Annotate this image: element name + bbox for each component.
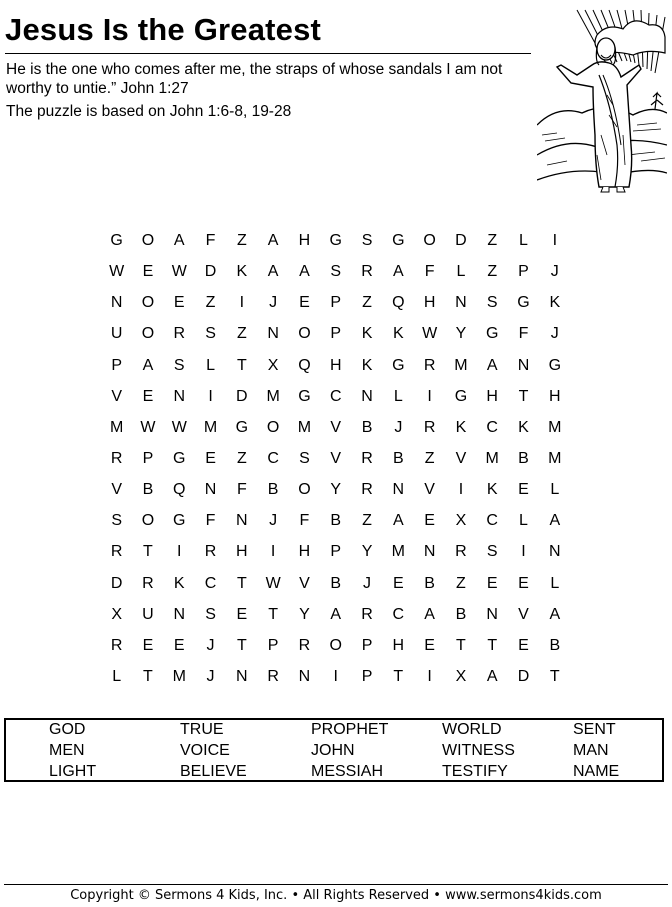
word-bank-item: VOICE: [180, 742, 230, 759]
grid-letter[interactable]: L: [550, 574, 560, 592]
grid-letter[interactable]: N: [173, 387, 186, 405]
grid-letter[interactable]: N: [455, 294, 467, 312]
grid-letter[interactable]: Q: [298, 356, 311, 374]
word-bank-item: PROPHET: [311, 721, 389, 738]
grid-letter[interactable]: R: [204, 543, 217, 561]
grid-letter[interactable]: R: [423, 418, 436, 436]
grid-letter[interactable]: M: [485, 449, 499, 467]
grid-letter[interactable]: G: [517, 294, 530, 312]
grid-letter[interactable]: E: [236, 605, 248, 623]
grid-letter[interactable]: S: [486, 543, 498, 561]
grid-letter[interactable]: V: [330, 449, 342, 467]
grid-letter[interactable]: R: [361, 263, 373, 281]
jesus-illustration: [537, 5, 667, 193]
grid-letter[interactable]: K: [236, 263, 248, 281]
grid-letter[interactable]: W: [171, 263, 187, 281]
grid-letter[interactable]: A: [549, 605, 561, 623]
grid-letter[interactable]: R: [110, 449, 123, 467]
grid-letter[interactable]: J: [269, 294, 278, 312]
grid-letter[interactable]: T: [456, 636, 466, 654]
grid-letter[interactable]: N: [423, 543, 436, 561]
grid-letter[interactable]: N: [236, 512, 248, 530]
grid-letter[interactable]: I: [239, 294, 245, 312]
grid-letter[interactable]: R: [110, 543, 123, 561]
grid-letter[interactable]: M: [266, 387, 280, 405]
grid-letter[interactable]: E: [392, 574, 404, 592]
grid-letter[interactable]: S: [330, 263, 342, 281]
grid-letter[interactable]: I: [427, 387, 432, 405]
grid-letter[interactable]: E: [518, 636, 529, 654]
grid-letter[interactable]: P: [111, 356, 122, 374]
grid-letter[interactable]: L: [112, 667, 122, 685]
word-bank-item: BELIEVE: [180, 763, 247, 780]
grid-letter[interactable]: I: [333, 667, 338, 685]
grid-letter[interactable]: K: [173, 574, 185, 592]
grid-letter[interactable]: R: [173, 325, 186, 343]
grid-letter[interactable]: N: [392, 481, 405, 499]
grid-letter[interactable]: G: [392, 232, 405, 249]
grid-letter[interactable]: B: [361, 418, 373, 436]
grid-letter[interactable]: B: [330, 574, 342, 592]
grid-letter[interactable]: F: [205, 512, 216, 530]
grid-letter[interactable]: L: [519, 512, 528, 530]
grid-letter[interactable]: A: [142, 356, 154, 374]
grid-letter[interactable]: S: [299, 449, 310, 467]
grid-letter[interactable]: W: [422, 325, 438, 343]
grid-letter[interactable]: E: [486, 574, 498, 592]
grid-letter[interactable]: T: [236, 356, 247, 374]
grid-letter[interactable]: O: [141, 512, 155, 530]
grid-letter[interactable]: F: [205, 232, 216, 249]
grid-letter[interactable]: K: [518, 418, 529, 436]
grid-letter[interactable]: A: [267, 263, 279, 281]
grid-letter[interactable]: E: [424, 512, 435, 530]
grid-letter[interactable]: Y: [299, 605, 310, 623]
grid-letter[interactable]: K: [549, 294, 561, 312]
grid-letter[interactable]: O: [298, 325, 311, 343]
grid-letter[interactable]: R: [361, 481, 373, 499]
scripture-reference: The puzzle is based on John 1:6-8, 19-28: [6, 103, 292, 120]
grid-letter[interactable]: X: [455, 667, 467, 685]
grid-letter[interactable]: K: [361, 356, 373, 374]
grid-letter[interactable]: R: [361, 605, 373, 623]
grid-letter[interactable]: Z: [205, 294, 216, 312]
grid-letter[interactable]: R: [142, 574, 154, 592]
grid-letter[interactable]: B: [267, 481, 279, 499]
grid-letter[interactable]: H: [423, 294, 436, 312]
grid-letter[interactable]: S: [486, 294, 498, 312]
grid-letter[interactable]: I: [270, 543, 276, 561]
grid-letter[interactable]: Q: [173, 481, 186, 499]
grid-letter[interactable]: J: [269, 512, 278, 530]
grid-letter[interactable]: Z: [362, 512, 372, 530]
grid-letter[interactable]: M: [548, 418, 562, 436]
grid-letter[interactable]: P: [330, 325, 342, 343]
grid-letter[interactable]: A: [330, 605, 342, 623]
grid-letter[interactable]: F: [299, 512, 310, 530]
grid-letter[interactable]: P: [142, 449, 154, 467]
grid-letter[interactable]: R: [455, 543, 467, 561]
grid-letter[interactable]: Z: [236, 325, 247, 343]
grid-letter[interactable]: V: [424, 481, 435, 499]
grid-letter[interactable]: Y: [361, 543, 373, 561]
grid-letter[interactable]: J: [206, 667, 215, 685]
grid-letter[interactable]: C: [204, 574, 217, 592]
grid-letter[interactable]: P: [330, 294, 342, 312]
grid-letter[interactable]: L: [393, 387, 403, 405]
grid-letter[interactable]: P: [267, 636, 279, 654]
word-bank-item: MAN: [573, 742, 609, 759]
grid-letter[interactable]: M: [172, 667, 186, 685]
grid-letter[interactable]: Z: [456, 574, 466, 592]
grid-letter[interactable]: D: [517, 667, 530, 685]
grid-letter[interactable]: B: [455, 605, 467, 623]
grid-letter[interactable]: I: [521, 543, 526, 561]
word-bank: [4, 718, 664, 782]
word-bank-item: NAME: [573, 763, 620, 780]
grid-letter[interactable]: N: [361, 387, 373, 405]
grid-letter[interactable]: L: [206, 356, 215, 374]
grid-letter[interactable]: D: [204, 263, 217, 281]
grid-letter[interactable]: Z: [362, 294, 372, 312]
grid-letter[interactable]: P: [330, 543, 342, 561]
grid-letter[interactable]: G: [329, 232, 342, 249]
grid-letter[interactable]: Z: [487, 232, 498, 249]
grid-letter[interactable]: C: [392, 605, 405, 623]
grid-letter[interactable]: B: [424, 574, 435, 592]
word-bank-item: WITNESS: [442, 742, 515, 759]
grid-letter[interactable]: O: [298, 481, 311, 499]
grid-letter[interactable]: E: [205, 449, 216, 467]
grid-letter[interactable]: A: [173, 232, 185, 249]
grid-letter[interactable]: K: [392, 325, 404, 343]
word-bank-item: GOD: [49, 721, 86, 738]
grid-letter[interactable]: O: [266, 418, 280, 436]
grid-letter[interactable]: W: [171, 418, 187, 436]
grid-letter[interactable]: X: [267, 356, 279, 374]
grid-letter[interactable]: H: [329, 356, 342, 374]
grid-letter[interactable]: N: [267, 325, 279, 343]
grid-letter[interactable]: V: [111, 387, 122, 405]
grid-letter[interactable]: Z: [424, 449, 435, 467]
grid-letter[interactable]: X: [111, 605, 122, 623]
word-bank-item: MEN: [49, 742, 85, 759]
grid-letter[interactable]: B: [518, 449, 529, 467]
grid-letter[interactable]: V: [330, 418, 342, 436]
grid-letter[interactable]: A: [486, 667, 498, 685]
grid-letter[interactable]: I: [552, 232, 558, 249]
grid-letter[interactable]: E: [142, 636, 154, 654]
grid-letter[interactable]: V: [299, 574, 310, 592]
grid-letter[interactable]: G: [548, 356, 562, 374]
grid-letter[interactable]: J: [550, 325, 559, 343]
grid-letter[interactable]: A: [549, 512, 561, 530]
grid-letter[interactable]: A: [392, 263, 404, 281]
word-bank-item: WORLD: [442, 721, 502, 738]
grid-letter[interactable]: R: [423, 356, 436, 374]
grid-letter[interactable]: L: [456, 263, 466, 281]
grid-letter[interactable]: B: [142, 481, 154, 499]
grid-letter[interactable]: B: [392, 449, 404, 467]
grid-letter[interactable]: J: [206, 636, 215, 654]
grid-letter[interactable]: P: [361, 667, 373, 685]
grid-letter[interactable]: R: [298, 636, 311, 654]
grid-letter[interactable]: K: [455, 418, 467, 436]
grid-letter[interactable]: R: [267, 667, 279, 685]
grid-letter[interactable]: N: [236, 667, 248, 685]
grid-letter[interactable]: B: [549, 636, 561, 654]
grid-letter[interactable]: N: [486, 605, 498, 623]
grid-letter[interactable]: Q: [392, 294, 405, 312]
grid-letter[interactable]: N: [110, 294, 123, 312]
grid-letter[interactable]: H: [236, 543, 248, 561]
grid-letter[interactable]: G: [173, 449, 186, 467]
grid-letter[interactable]: L: [519, 232, 528, 249]
grid-letter[interactable]: C: [486, 512, 498, 530]
grid-letter[interactable]: J: [550, 263, 559, 281]
grid-letter[interactable]: Y: [330, 481, 342, 499]
grid-letter[interactable]: E: [142, 263, 154, 281]
grid-letter[interactable]: T: [143, 667, 153, 685]
grid-letter[interactable]: W: [109, 263, 125, 281]
grid-letter[interactable]: E: [299, 294, 310, 312]
grid-letter[interactable]: Z: [236, 449, 247, 467]
grid-letter[interactable]: D: [455, 232, 467, 249]
grid-letter[interactable]: T: [393, 667, 404, 685]
grid-letter[interactable]: H: [298, 232, 311, 249]
grid-letter[interactable]: E: [518, 574, 529, 592]
grid-letter[interactable]: N: [298, 667, 311, 685]
grid-letter[interactable]: K: [361, 325, 373, 343]
copyright-footer: Copyright © Sermons 4 Kids, Inc. • All Rights Reserved • www.sermons4kids.com: [70, 888, 602, 903]
grid-letter[interactable]: D: [236, 387, 248, 405]
word-bank-item: LIGHT: [49, 763, 97, 780]
grid-letter[interactable]: E: [424, 636, 435, 654]
grid-letter[interactable]: C: [329, 387, 342, 405]
grid-letter[interactable]: T: [236, 636, 247, 654]
grid-letter[interactable]: T: [518, 387, 529, 405]
grid-letter[interactable]: N: [204, 481, 217, 499]
grid-letter[interactable]: J: [394, 418, 403, 436]
grid-letter[interactable]: V: [111, 481, 122, 499]
grid-letter[interactable]: Z: [487, 263, 498, 281]
grid-letter[interactable]: I: [427, 667, 432, 685]
grid-letter[interactable]: P: [518, 263, 529, 281]
grid-letter[interactable]: M: [454, 356, 468, 374]
grid-letter[interactable]: O: [141, 232, 155, 249]
word-bank-item: TESTIFY: [442, 763, 508, 780]
grid-letter[interactable]: A: [486, 356, 498, 374]
grid-letter[interactable]: G: [392, 356, 405, 374]
grid-letter[interactable]: N: [549, 543, 561, 561]
grid-letter[interactable]: N: [173, 605, 186, 623]
grid-letter[interactable]: G: [485, 325, 499, 343]
grid-letter[interactable]: M: [297, 418, 312, 436]
grid-letter[interactable]: V: [518, 605, 529, 623]
grid-letter[interactable]: O: [329, 636, 342, 654]
grid-letter[interactable]: S: [173, 356, 185, 374]
grid-letter[interactable]: S: [111, 512, 122, 530]
grid-letter[interactable]: H: [486, 387, 498, 405]
grid-letter[interactable]: L: [550, 481, 560, 499]
grid-letter[interactable]: E: [173, 636, 185, 654]
grid-letter[interactable]: G: [235, 418, 249, 436]
grid-letter[interactable]: E: [173, 294, 185, 312]
grid-letter[interactable]: E: [142, 387, 154, 405]
word-bank-item: JOHN: [311, 742, 355, 759]
grid-letter[interactable]: S: [205, 605, 216, 623]
word-bank-item: MESSIAH: [311, 763, 384, 780]
grid-letter[interactable]: I: [177, 543, 182, 561]
grid-letter[interactable]: A: [392, 512, 404, 530]
grid-letter[interactable]: V: [455, 449, 467, 467]
grid-letter[interactable]: H: [298, 543, 311, 561]
grid-letter[interactable]: C: [267, 449, 279, 467]
grid-letter[interactable]: U: [110, 325, 123, 343]
scripture-quote: He is the one who comes after me, the straps of whose sandals I am not worthy to untie.” John 1:27: [6, 61, 503, 97]
title-divider: [5, 53, 531, 54]
grid-letter[interactable]: W: [265, 574, 281, 592]
grid-letter[interactable]: Y: [455, 325, 467, 343]
grid-letter[interactable]: G: [110, 232, 123, 249]
grid-letter[interactable]: S: [205, 325, 216, 343]
grid-letter[interactable]: R: [110, 636, 123, 654]
grid-letter[interactable]: U: [142, 605, 154, 623]
grid-letter[interactable]: O: [141, 294, 155, 312]
grid-letter[interactable]: T: [143, 543, 153, 561]
grid-letter[interactable]: C: [486, 418, 498, 436]
grid-letter[interactable]: G: [454, 387, 468, 405]
grid-letter[interactable]: B: [330, 512, 342, 530]
grid-letter[interactable]: F: [236, 481, 247, 499]
grid-letter[interactable]: A: [299, 263, 310, 281]
grid-letter[interactable]: T: [268, 605, 279, 623]
grid-letter[interactable]: O: [423, 232, 436, 249]
grid-letter[interactable]: Z: [236, 232, 247, 249]
word-search-grid: [101, 225, 570, 692]
grid-letter[interactable]: N: [517, 356, 530, 374]
grid-letter[interactable]: F: [518, 325, 529, 343]
footer-divider: [4, 884, 668, 885]
page-title: Jesus Is the Greatest: [5, 12, 322, 47]
grid-letter[interactable]: M: [391, 543, 405, 561]
grid-letter[interactable]: H: [392, 636, 405, 654]
grid-letter[interactable]: X: [455, 512, 467, 530]
grid-letter[interactable]: D: [110, 574, 123, 592]
grid-letter[interactable]: F: [424, 263, 435, 281]
word-bank-item: SENT: [573, 721, 616, 738]
grid-letter[interactable]: H: [549, 387, 561, 405]
grid-letter[interactable]: T: [236, 574, 247, 592]
grid-letter[interactable]: K: [486, 481, 498, 499]
word-bank-item: TRUE: [180, 721, 224, 738]
grid-letter[interactable]: R: [361, 449, 373, 467]
grid-letter[interactable]: G: [298, 387, 311, 405]
grid-letter[interactable]: M: [203, 418, 218, 436]
grid-letter[interactable]: A: [267, 232, 279, 249]
grid-letter[interactable]: P: [361, 636, 373, 654]
grid-letter[interactable]: I: [458, 481, 464, 499]
grid-letter[interactable]: I: [208, 387, 213, 405]
grid-letter[interactable]: O: [141, 325, 155, 343]
grid-letter[interactable]: S: [361, 232, 373, 249]
grid-letter[interactable]: T: [487, 636, 498, 654]
grid-letter[interactable]: E: [518, 481, 529, 499]
grid-letter[interactable]: M: [548, 449, 562, 467]
grid-letter[interactable]: W: [140, 418, 156, 436]
grid-letter[interactable]: J: [363, 574, 372, 592]
grid-letter[interactable]: M: [109, 418, 124, 436]
grid-letter[interactable]: A: [424, 605, 435, 623]
grid-letter[interactable]: G: [173, 512, 186, 530]
grid-letter[interactable]: T: [549, 667, 560, 685]
